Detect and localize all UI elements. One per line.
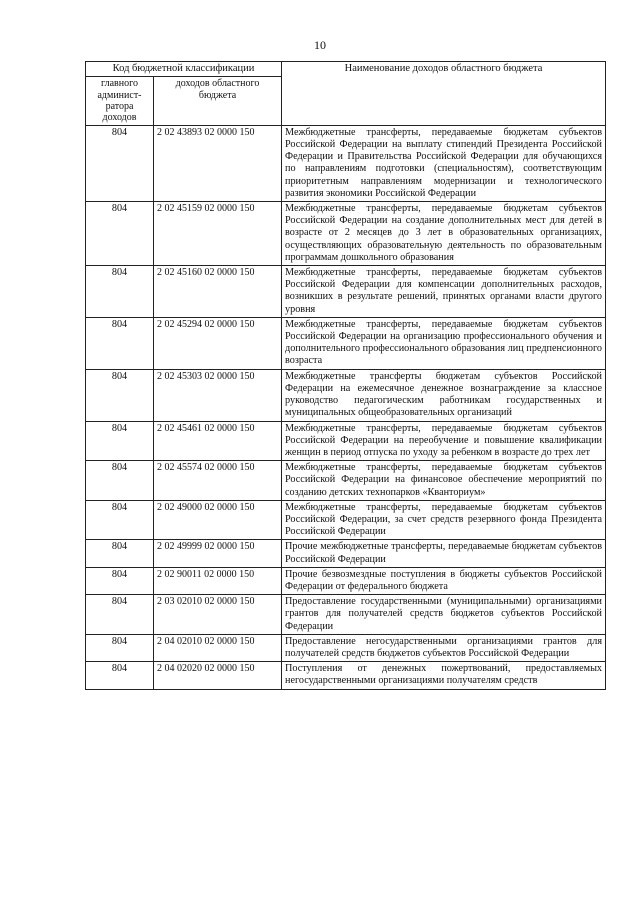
table-row — [86, 202, 606, 266]
income-code-cell: 2 02 49000 02 0000 150 — [154, 500, 282, 540]
income-name-cell: Предоставление негосударственными организациями грантов для получателей средств бюджетов субъектов Российской Федерации — [282, 634, 606, 661]
admin-code-cell: 804 — [86, 202, 154, 266]
admin-code-cell: 804 — [86, 634, 154, 661]
budget-classification-table — [85, 61, 606, 690]
income-name-cell: Межбюджетные трансферты, передаваемые бюджетам субъектов Российской Федерации на переобучение и повышение квалификации женщин в период отпуска по уходу за ребенком в возрасте до трех лет — [282, 421, 606, 461]
income-name-cell: Межбюджетные трансферты, передаваемые бюджетам субъектов Российской Федерации на создание дополнительных мест для детей в возрасте от 2 месяцев до 3 лет в образовательных организациях, осуществляющих образовательную деятельность по образовательным программам дошкольного образования — [282, 202, 606, 266]
income-code-cell: 2 02 45160 02 0000 150 — [154, 266, 282, 318]
income-code-cell: 2 02 90011 02 0000 150 — [154, 567, 282, 594]
table-row — [86, 125, 606, 201]
admin-code-cell: 804 — [86, 662, 154, 689]
income-code-cell: 2 02 45159 02 0000 150 — [154, 202, 282, 266]
income-code-cell: 2 02 43893 02 0000 150 — [154, 125, 282, 201]
income-name-cell: Прочие безвозмездные поступления в бюджеты субъектов Российской Федерации от федерального бюджета — [282, 567, 606, 594]
table-row — [86, 500, 606, 540]
admin-code-cell: 804 — [86, 317, 154, 369]
header-income-column: доходов областного бюджета — [154, 77, 282, 126]
income-name-cell: Предоставление государственными (муниципальными) организациями грантов для получателей средств бюджетов субъектов Российской Федерации — [282, 595, 606, 635]
income-code-cell: 2 04 02020 02 0000 150 — [154, 662, 282, 689]
table-row — [86, 540, 606, 567]
income-code-cell: 2 02 45574 02 0000 150 — [154, 461, 282, 501]
admin-code-cell: 804 — [86, 500, 154, 540]
admin-code-cell: 804 — [86, 369, 154, 421]
income-name-cell: Межбюджетные трансферты, передаваемые бюджетам субъектов Российской Федерации на выплату стипендий Президента Российской Федерации и Правительства Российской Федерации для обучающихся по направлениям подготовки (специальностям), соответствующим приоритетным направлениям модернизации и технологического развития экономики Российской Федерации — [282, 125, 606, 201]
income-code-cell: 2 02 49999 02 0000 150 — [154, 540, 282, 567]
income-name-cell: Поступления от денежных пожертвований, предоставляемых негосударственными организациями получателям средств — [282, 662, 606, 689]
income-name-cell: Межбюджетные трансферты бюджетам субъектов Российской Федерации на ежемесячное денежное вознаграждение за классное руководство педагогическим работникам государственных и муниципальных общеобразовательных организаций — [282, 369, 606, 421]
admin-code-cell: 804 — [86, 567, 154, 594]
income-code-cell: 2 03 02010 02 0000 150 — [154, 595, 282, 635]
page-number: 10 — [314, 38, 326, 52]
header-row-group — [86, 62, 606, 77]
table-row — [86, 634, 606, 661]
header-code-group: Код бюджетной классификации — [86, 62, 282, 77]
table-row — [86, 421, 606, 461]
table-row — [86, 567, 606, 594]
admin-code-cell: 804 — [86, 125, 154, 201]
table-row — [86, 461, 606, 501]
table-row — [86, 266, 606, 318]
header-name-column: Наименование доходов областного бюджета — [282, 62, 606, 126]
income-name-cell: Межбюджетные трансферты, передаваемые бюджетам субъектов Российской Федерации на финансовое обеспечение мероприятий по созданию детских технопарков «Кванториум» — [282, 461, 606, 501]
income-name-cell: Межбюджетные трансферты, передаваемые бюджетам субъектов Российской Федерации на организацию профессионального обучения и дополнительного профессионального образования лиц предпенсионного возраста — [282, 317, 606, 369]
admin-code-cell: 804 — [86, 461, 154, 501]
income-name-cell: Межбюджетные трансферты, передаваемые бюджетам субъектов Российской Федерации, за счет средств резервного фонда Президента Российской Федерации — [282, 500, 606, 540]
table-row — [86, 595, 606, 635]
income-name-cell: Прочие межбюджетные трансферты, передаваемые бюджетам субъектов Российской Федерации — [282, 540, 606, 567]
income-code-cell: 2 02 45294 02 0000 150 — [154, 317, 282, 369]
table-row — [86, 317, 606, 369]
table-row — [86, 369, 606, 421]
table-row — [86, 662, 606, 689]
income-name-cell: Межбюджетные трансферты, передаваемые бюджетам субъектов Российской Федерации для компенсации дополнительных расходов, возникших в результате решений, принятых органами власти другого уровня — [282, 266, 606, 318]
admin-code-cell: 804 — [86, 266, 154, 318]
admin-code-cell: 804 — [86, 595, 154, 635]
header-admin-column: главного админист-ратора доходов — [86, 77, 154, 126]
admin-code-cell: 804 — [86, 540, 154, 567]
income-code-cell: 2 02 45461 02 0000 150 — [154, 421, 282, 461]
income-code-cell: 2 04 02010 02 0000 150 — [154, 634, 282, 661]
income-code-cell: 2 02 45303 02 0000 150 — [154, 369, 282, 421]
admin-code-cell: 804 — [86, 421, 154, 461]
